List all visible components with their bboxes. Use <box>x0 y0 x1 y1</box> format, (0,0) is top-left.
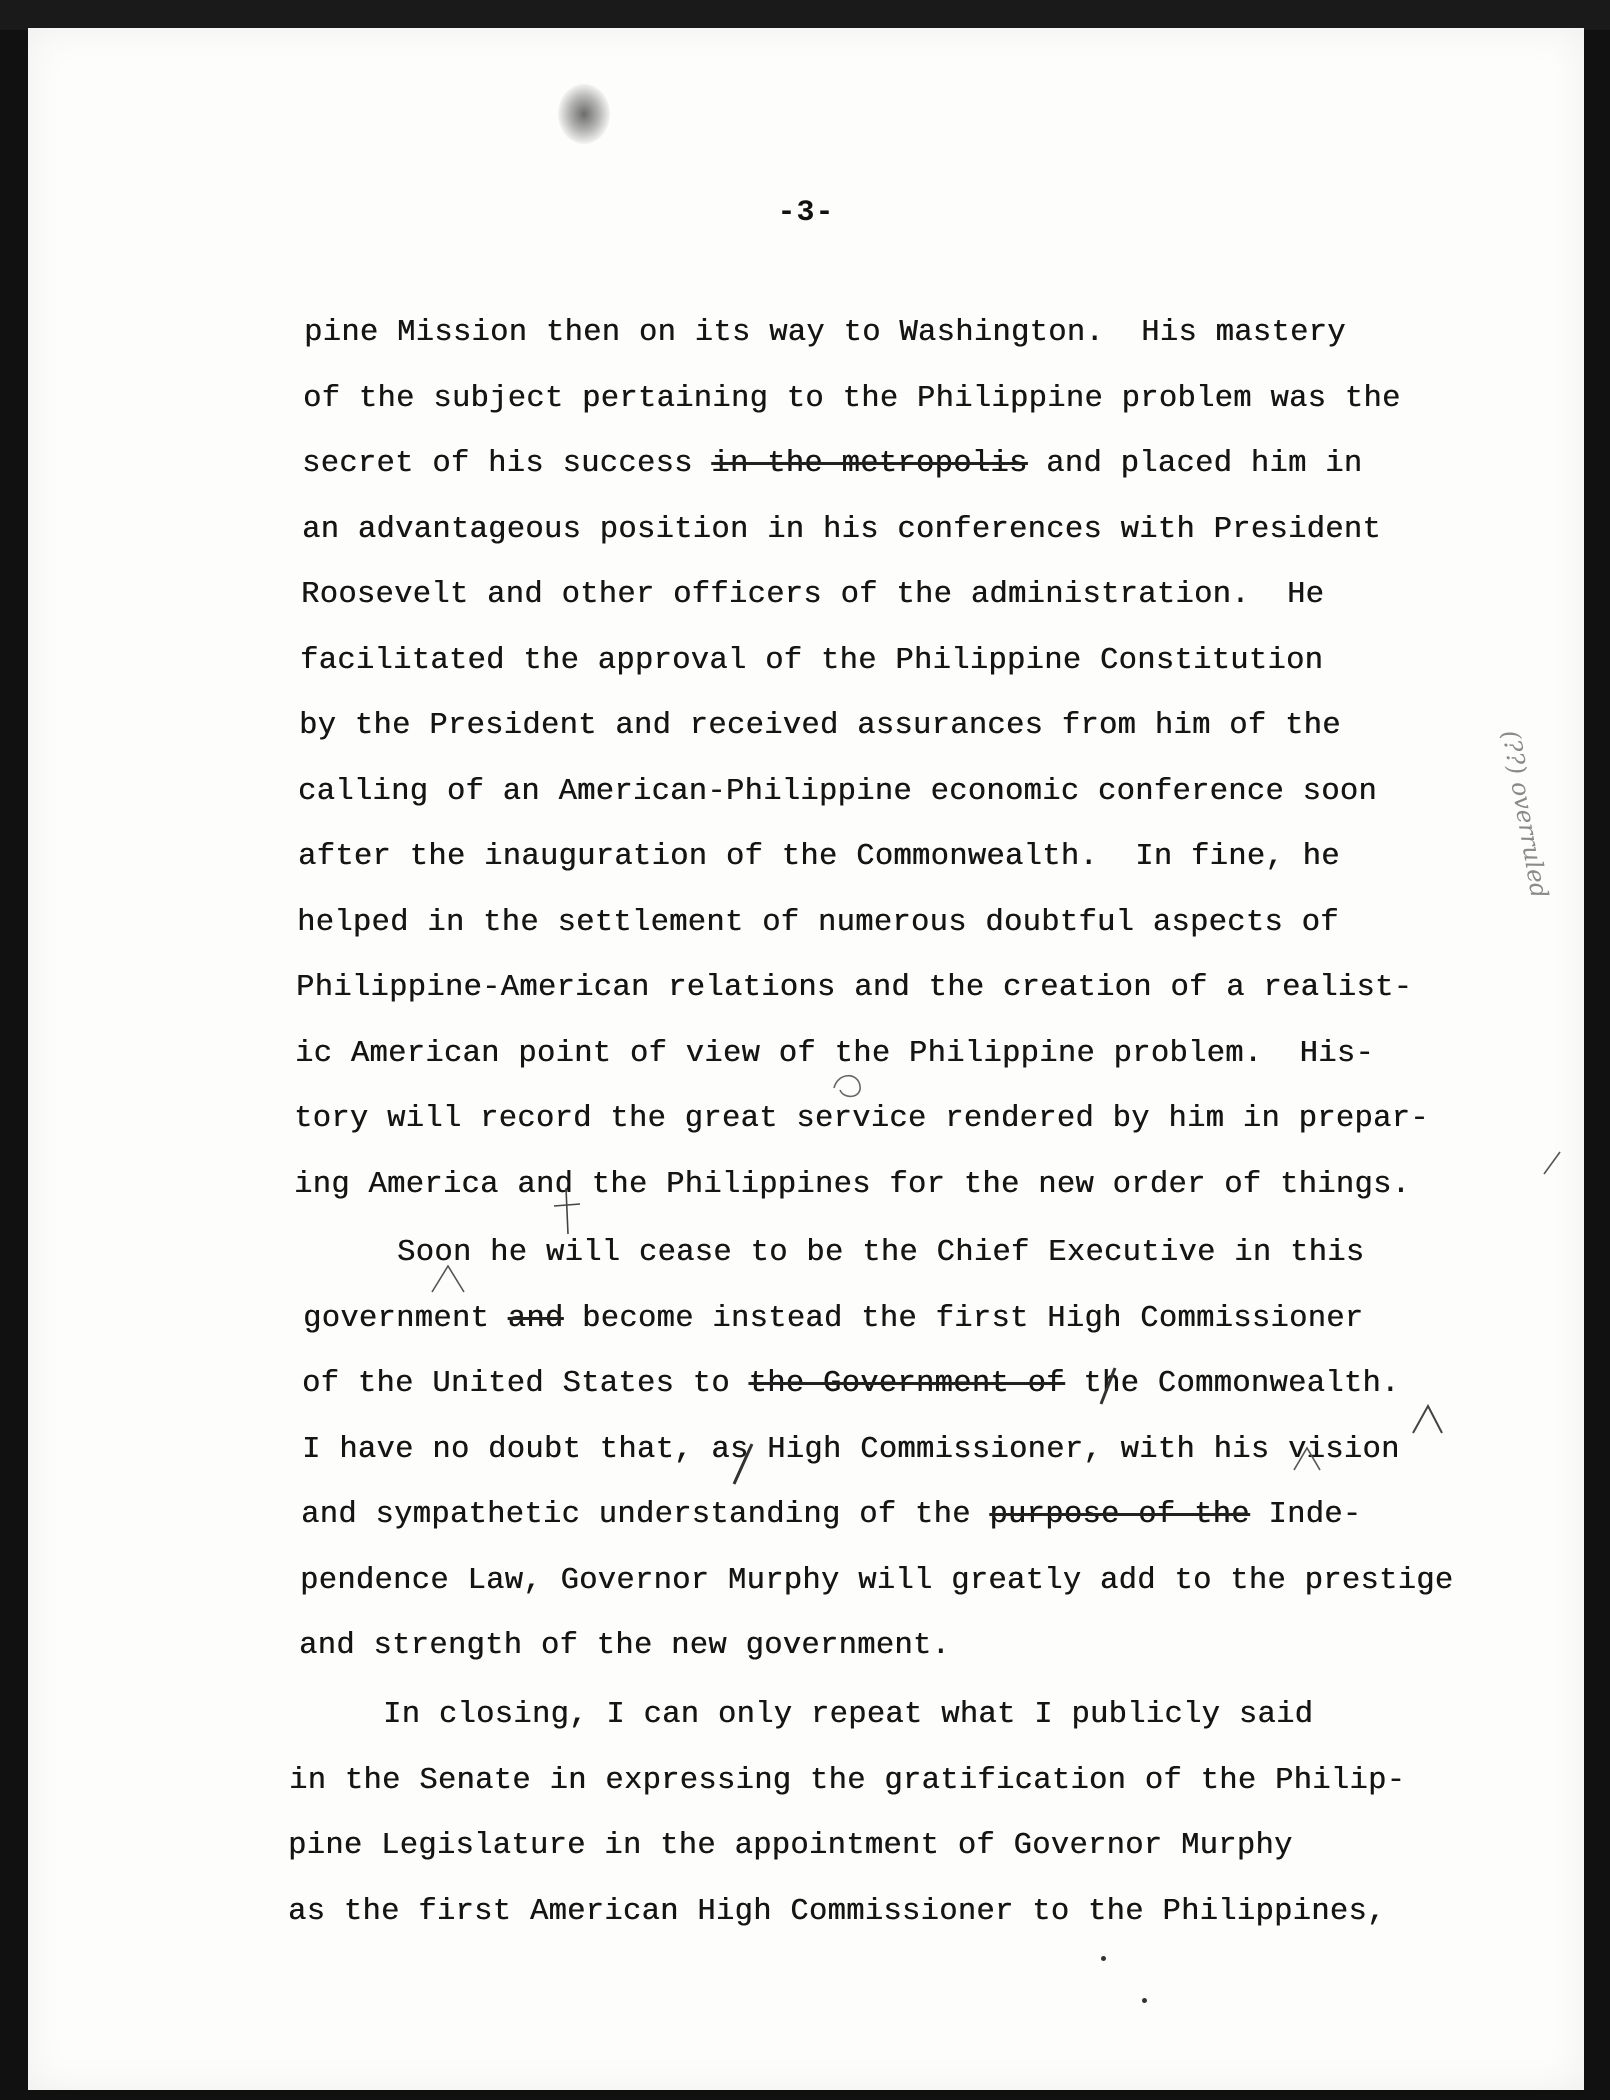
text-line: Roosevelt and other officers of the administration. He <box>301 578 1325 612</box>
text-line: of the subject pertaining to the Philippine problem was the <box>303 381 1401 416</box>
text-line: as the first American High Commissioner to the Philippines, <box>288 1894 1386 1929</box>
pen-annotation-caret <box>1408 1398 1448 1438</box>
struck-text: the Government of <box>748 1367 1065 1401</box>
pen-annotation-scribble <box>1540 1148 1564 1178</box>
text-line: calling of an American-Philippine economic conference soon <box>298 774 1377 809</box>
text-line <box>302 1367 1400 1401</box>
text-line: helped in the settlement of numerous doubtful aspects of <box>297 905 1339 940</box>
ink-dot <box>1142 1998 1147 2003</box>
text-line: ic American point of view of the Philippine problem. His- <box>295 1036 1374 1071</box>
margin-handwriting: (??) overruled <box>1496 728 1554 901</box>
struck-text: in the metropolis <box>711 447 1028 481</box>
text-line: Soon he will cease to be the Chief Executive in this <box>304 1236 1365 1270</box>
text-line: ing America and the Philippines for the new order of things. <box>294 1167 1411 1202</box>
page-number: -3- <box>777 196 835 230</box>
text-segment: government <box>303 1301 508 1336</box>
struck-text: and <box>507 1301 564 1336</box>
ink-smudge <box>558 84 610 144</box>
document-page <box>28 28 1584 2090</box>
text-line: Philippine-American relations and the creation of a realist- <box>296 971 1413 1005</box>
text-line: I have no doubt that, as High Commissioner, with his vision <box>302 1432 1400 1467</box>
text-line: pine Legislature in the appointment of Governor Murphy <box>288 1829 1293 1863</box>
scan-border <box>0 0 1610 30</box>
ink-dot <box>1101 1956 1106 1961</box>
text-line: after the inauguration of the Commonwealth. In fine, he <box>298 840 1340 874</box>
text-segment: become instead the first High Commissioner <box>563 1301 1364 1336</box>
text-segment: the Commonwealth. <box>1064 1367 1400 1401</box>
struck-text: purpose of the <box>989 1498 1250 1532</box>
text-line: by the President and received assurances from him of the <box>299 709 1341 743</box>
text-line <box>302 447 1362 481</box>
text-segment: of the United States to <box>302 1367 749 1401</box>
text-line <box>303 1302 1363 1336</box>
text-line: facilitated the approval of the Philippine Constitution <box>300 643 1324 678</box>
text-line: pendence Law, Governor Murphy will greatly add to the prestige <box>300 1563 1454 1598</box>
text-line: and strength of the new government. <box>299 1629 951 1663</box>
text-line: in the Senate in expressing the gratification of the Philip- <box>289 1763 1406 1798</box>
text-line: In closing, I can only repeat what I publicly said <box>290 1698 1314 1732</box>
text-line: pine Mission then on its way to Washington. His mastery <box>304 316 1346 350</box>
text-line <box>301 1498 1361 1532</box>
text-segment: and placed him in <box>1027 447 1363 481</box>
text-line: an advantageous position in his conferences with President <box>302 512 1381 547</box>
pen-annotation-loop <box>828 1068 868 1104</box>
text-segment: and sympathetic understanding of the <box>301 1498 990 1532</box>
text-segment: Inde- <box>1249 1498 1362 1532</box>
text-segment: secret of his success <box>302 447 712 481</box>
text-line: tory will record the great service rendered by him in prepar- <box>294 1102 1429 1136</box>
